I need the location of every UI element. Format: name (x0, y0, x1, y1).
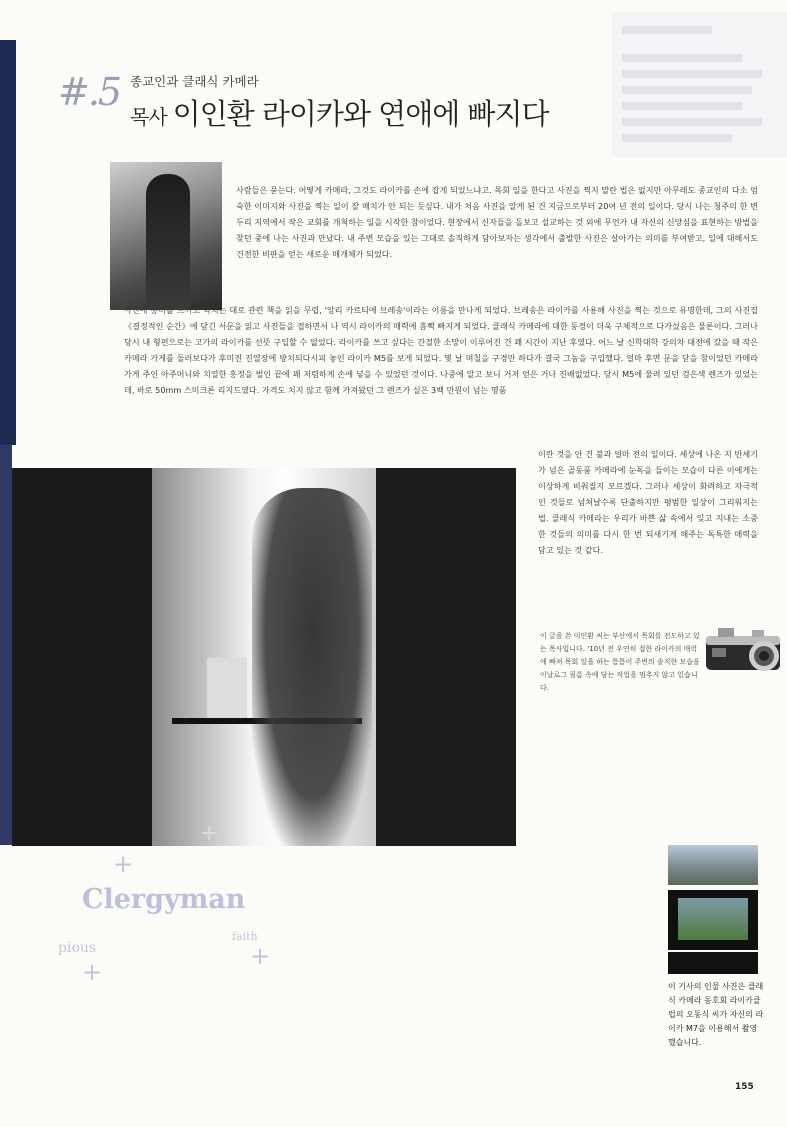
leica-camera-icon (702, 622, 784, 678)
plus-icon: + (82, 958, 103, 986)
title-main: 이인환 라이카와 연애에 빠지다 (172, 97, 549, 131)
binding-stripe-lower (0, 445, 12, 845)
body-paragraph-1: 사람들은 묻는다. 어떻게 카메라, 그것도 라이카를 손에 잡게 되었느냐고. 목회 일을 한다고 사진을 찍지 말란 법은 없지만 아무래도 종교인의 다소 엄숙한 이미지와 사진을 찍는 일이 잘 매치가 안 되는 듯싶다. 내가 처음 사진을 알게 된 건 지금으로부터 20여 년 전의 일이다. 당시 나는 청주의 한 변두리 지역에서 작은 교회를 개척하는 일을 시작한 참이었다. 현장에서 신자들을 돌보고 설교하는 것 외에 무언가 내 자신의 신앙심을 표현하는 방법을 찾던 중에 나는 사진과 만났다. 내 주변 모습을 있는 그대로 솔직하게 담아보자는 생각에서 출발한 사진은 살아가는 의미를 부여받고, 일에 대해서도 건전한 비판을 얻는 새로운 매개체가 되었다. (236, 185, 758, 259)
page-number: 155 (735, 1082, 754, 1092)
plus-icon: + (200, 821, 219, 846)
plus-icon: + (250, 942, 271, 970)
thumbnail-photo-1 (668, 845, 758, 885)
main-photo (12, 468, 516, 846)
title-prefix: 목사 (130, 105, 167, 129)
article-kicker: 종교인과 클래식 카메라 (130, 74, 259, 89)
decor-word-pious: pious (58, 940, 97, 956)
decor-word-faith: faith (232, 930, 258, 943)
thumbnail-photo-2 (668, 890, 758, 950)
camera-caption: 이 글을 쓴 이인환 씨는 부산에서 목회를 전도하고 있는 목사입니다. '10년 전 우연히 접한 라이카의 매력에 빠져 목회 일을 하는 틈틈이 주변의 솔직한 모습을 이날로그 필름 속에 담는 작업을 멈추지 않고 있습니다. (540, 632, 700, 692)
photo-credit-caption: 이 기사의 인물 사진은 클래식 카메라 동호회 라이카클럽의 오동식 씨가 자신의 라이카 M7을 이용해서 촬영했습니다. (668, 982, 764, 1047)
portrait-photo (110, 162, 222, 310)
thumbnail-photo-3 (668, 952, 758, 974)
article-title (130, 92, 548, 133)
body-paragraph-3: 이란 것을 안 건 불과 얼마 전의 일이다. 세상에 나온 지 반세기가 넘은 골동품 카메라에 눈독을 들이는 모습이 다른 이에게는 이상하게 비춰질지 모르겠다. 그러나 세상이 화려하고 자극적인 것들로 넘쳐날수록 단출하지만 평범한 일상이 그리워지는 법. 클래식 카메라는 우리가 바쁜 삶 속에서 잊고 지내는 소중한 것들의 의미를 다시 한 번 되새기게 해주는 독특한 매력을 담고 있는 것 같다. (538, 449, 758, 555)
binding-stripe (0, 40, 16, 445)
decor-word-clergyman: Clergyman (82, 884, 246, 915)
bleed-through-box (612, 12, 787, 157)
body-paragraph-2: 사진에 흥미를 느끼고 닥치는 대로 관련 책을 읽을 무렵, '앙리 카르티에 브레송'이라는 이름을 만나게 되었다. 브레송은 라이카를 사용해 사진을 찍는 것으로 유명한데, 그의 사진집 《결정적인 순간》에 담긴 서문을 읽고 사진들을 접하면서 나 역시 라이카의 매력에 흠뻑 빠지게 되었다. 클래식 카메라에 대한 동경이 더욱 구체적으로 다가섰음은 물론이다. 그러나 당시 내 형편으로는 고가의 라이카를 선뜻 구입할 수 없었다. 라이카를 쓰고 싶다는 간절한 소망이 이루어진 건 꽤 시간이 지난 후였다. 어느 날 신학대학 강의차 대전에 갔을 때 작은 카메라 가게를 둘러보다가 후미진 진열장에 방치되다시피 놓인 라이카 M5를 보게 되었다. 몇 날 며칠을 구경만 하다가 결국 그놈을 구입했다. 얼마 후면 문을 닫을 참이었던 카메라 가게 주인 아주머니와 치열한 흥정을 벌인 끝에 꽤 저렴하게 손에 넣을 수 있었던 것이다. 나중에 알고 보니 거저 얻은 거나 진배없었다. 당시 M5에 물려 있던 검은색 렌즈가 있었는데, 바로 50mm 스미크론 리지드였다. 가격도 치지 않고 함께 가져왔던 그 렌즈가 실은 3백 만원이 넘는 명품 (124, 305, 758, 395)
plus-icon: + (113, 850, 134, 878)
article-number: #.5 (58, 70, 121, 114)
